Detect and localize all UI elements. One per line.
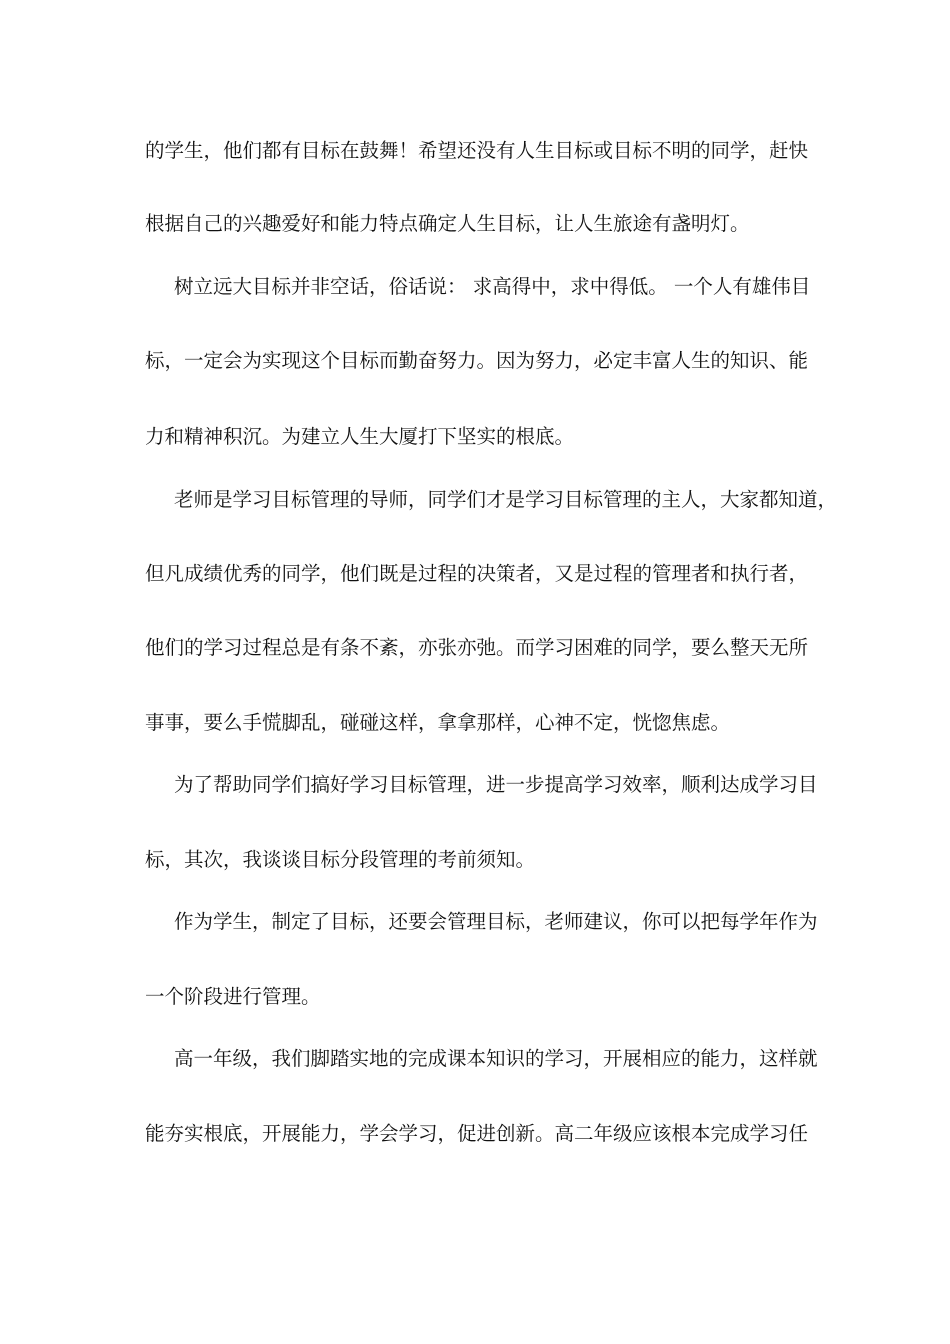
text-line-7: 但凡成绩优秀的同学，他们既是过程的决策者，又是过程的管理者和执行者， [145, 562, 809, 585]
text-line-13: 一个阶段进行管理。 [145, 985, 321, 1008]
text-line-8: 他们的学习过程总是有条不紊，亦张亦弛。而学习困难的同学，要么整天无所 [145, 636, 809, 659]
text-line-4: 标，一定会为实现这个目标而勤奋努力。因为努力，必定丰富人生的知识、能 [145, 349, 809, 372]
text-line-11: 标，其次，我谈谈目标分段管理的考前须知。 [145, 848, 536, 871]
text-line-2: 根据自己的兴趣爱好和能力特点确定人生目标，让人生旅途有盏明灯。 [145, 212, 750, 235]
text-line-5: 力和精神积沉。为建立人生大厦打下坚实的根底。 [145, 425, 575, 448]
paragraph-start-line-12: 作为学生，制定了目标，还要会管理目标，老师建议，你可以把每学年作为 [174, 910, 818, 933]
paragraph-start-line-14: 高一年级，我们脚踏实地的完成课本知识的学习，开展相应的能力，这样就 [174, 1047, 818, 1070]
paragraph-start-line-6: 老师是学习目标管理的导师，同学们才是学习目标管理的主人，大家都知道， [174, 488, 838, 511]
text-line-1: 的学生，他们都有目标在鼓舞！希望还没有人生目标或目标不明的同学，赶快 [145, 139, 809, 162]
text-line-9: 事事，要么手慌脚乱，碰碰这样，拿拿那样，心神不定，恍惚焦虑。 [145, 711, 731, 734]
paragraph-start-line-3: 树立远大目标并非空话，俗话说： 求高得中，求中得低。 一个人有雄伟目 [174, 275, 811, 298]
paragraph-start-line-10: 为了帮助同学们搞好学习目标管理，进一步提高学习效率，顺利达成学习目 [174, 773, 818, 796]
text-line-15: 能夯实根底，开展能力，学会学习，促进创新。高二年级应该根本完成学习任 [145, 1122, 809, 1145]
